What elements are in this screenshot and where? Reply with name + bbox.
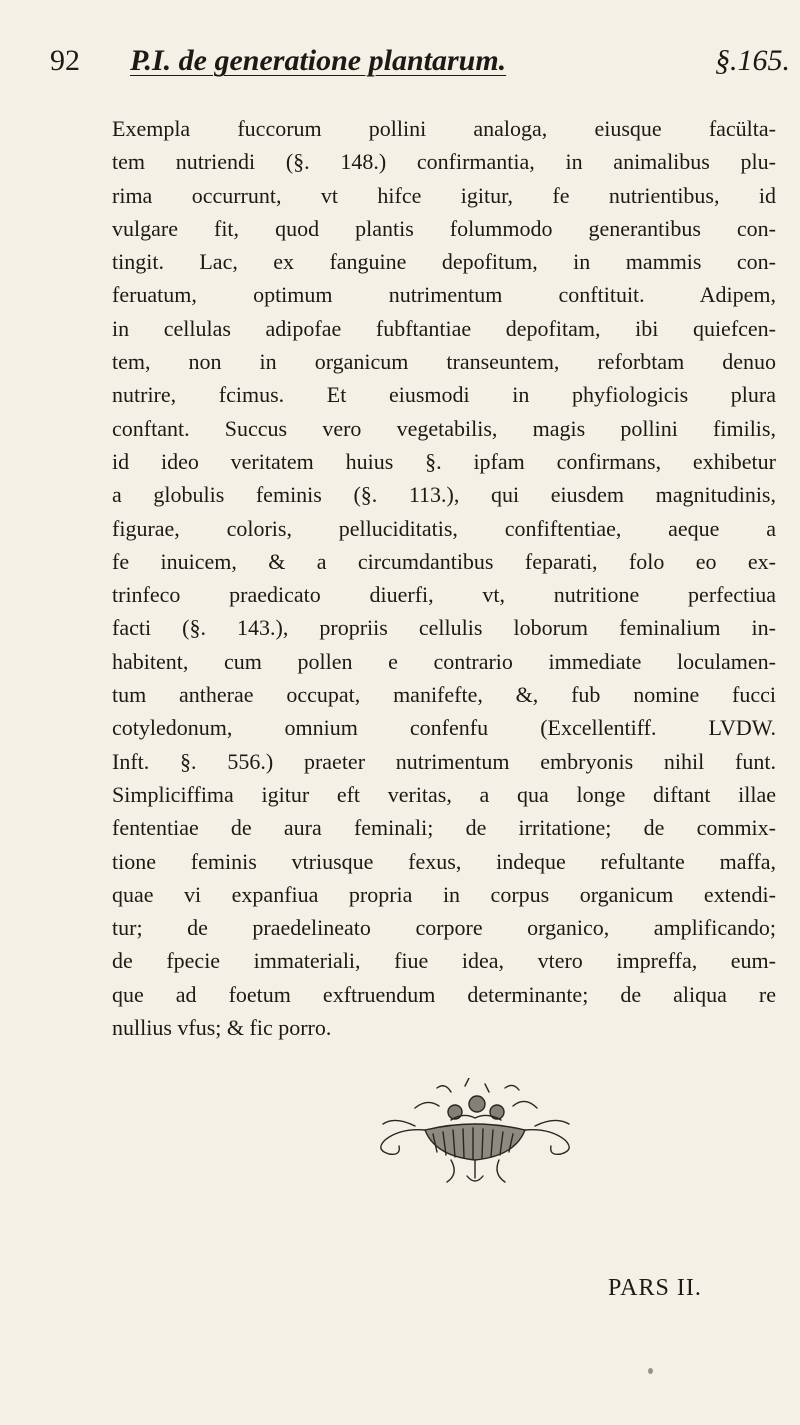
page-number: 92 (50, 44, 80, 77)
text-line: Exempla fuccorum pollini analoga, eiusque facülta- (112, 116, 776, 141)
text-line: conftant. Succus vero vegetabilis, magis pollini fimilis, (112, 415, 776, 441)
text-line: feruatum, optimum nutrimentum conftituit. Adipem, (112, 282, 776, 308)
text-line: figurae, coloris, pelluciditatis, confiftentiae, aeque a (112, 515, 776, 541)
text-line: fententiae de aura feminali; de irritatione; de commix- (112, 815, 776, 841)
text-line: fe inuicem, & a circumdantibus feparati, folo eo ex- (112, 548, 776, 574)
text-line: tingit. Lac, ex fanguine depofitum, in mammis con- (112, 249, 776, 275)
text-line: habitent, cum pollen e contrario immediate loculamen- (112, 648, 776, 674)
text-line: a globulis feminis (§. 113.), qui eiusdem magnitudinis, (112, 482, 776, 508)
section-reference: §.165. (715, 44, 790, 77)
text-line: Simpliciffima igitur eft veritas, a qua longe diftant illae (112, 781, 776, 807)
text-line: rima occurrunt, vt hifce igitur, fe nutrientibus, id (112, 182, 776, 208)
text-line: tem, non in organicum transeuntem, reforbtam denuo (112, 349, 776, 375)
text-line: tem nutriendi (§. 148.) confirmantia, in animalibus plu- (112, 149, 776, 175)
printers-ornament-icon (355, 1078, 595, 1188)
text-line: Inft. §. 556.) praeter nutrimentum embryonis nihil funt. (112, 748, 776, 774)
text-line: id ideo veritatem huius §. ipfam confirmans, exhibetur (112, 448, 776, 474)
text-line: quae vi expanfiua propria in corpus organicum extendi- (112, 881, 776, 907)
page-header (50, 44, 790, 94)
text-line: trinfeco praedicato diuerfi, vt, nutritione perfectiua (112, 582, 776, 608)
body-paragraph (112, 112, 776, 1044)
text-line: in cellulas adipofae fubftantiae depofitam, ibi quiefcen- (112, 315, 776, 341)
text-line: tum antherae occupat, manifefte, &, fub nomine fucci (112, 682, 776, 708)
text-line: que ad foetum exftruendum determinante; de aliqua re (112, 981, 776, 1007)
text-line: tur; de praedelineato corpore organico, amplificando; (112, 915, 776, 941)
running-title: P.I. de generatione plantarum. (130, 44, 507, 77)
catchword: PARS II. (608, 1275, 702, 1301)
text-line: cotyledonum, omnium confenfu (Excellentiff. LVDW. (112, 715, 776, 741)
text-line: de fpecie immateriali, fiue idea, vtero impreffa, eum- (112, 948, 776, 974)
text-line: nullius vfus; & fic porro. (112, 1015, 332, 1041)
text-line: nutrire, fcimus. Et eiusmodi in phyfiologicis plura (112, 382, 776, 408)
text-line: facti (§. 143.), propriis cellulis loborum feminalium in- (112, 615, 776, 641)
text-line: tione feminis vtriusque fexus, indeque refultante maffa, (112, 848, 776, 874)
ink-spot (648, 1368, 653, 1374)
text-line: vulgare fit, quod plantis folummodo generantibus con- (112, 215, 776, 241)
